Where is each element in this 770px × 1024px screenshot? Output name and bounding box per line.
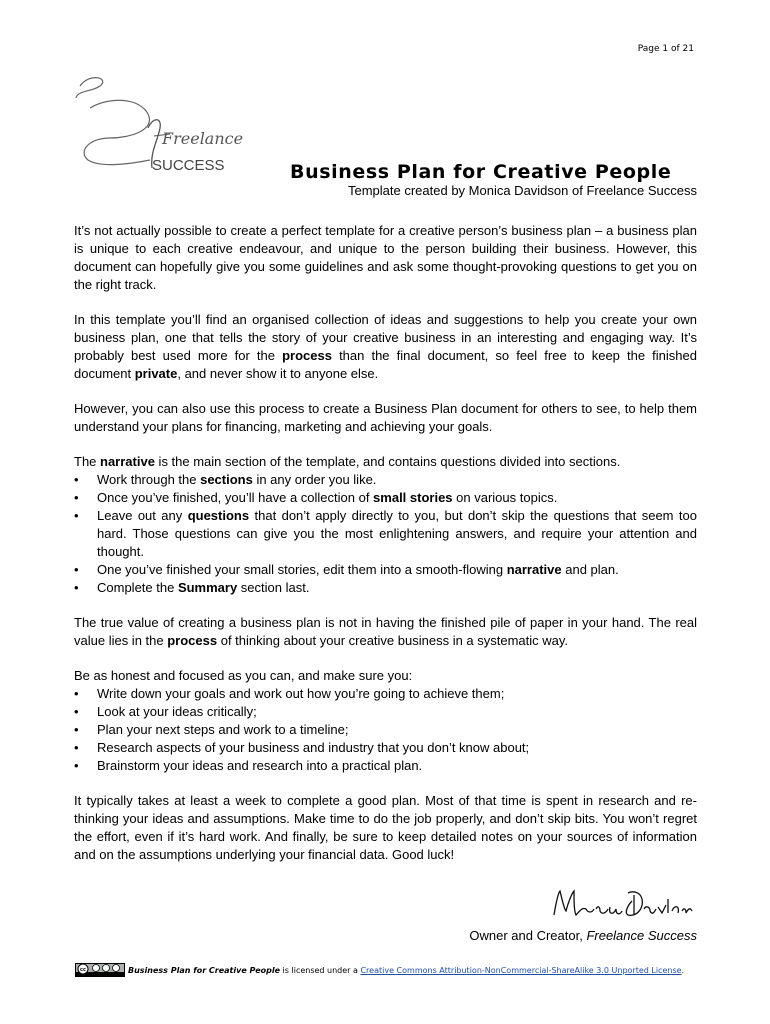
page-number: Page 1 of 21 bbox=[637, 44, 694, 54]
bold-run: sections bbox=[200, 472, 253, 487]
text-run: section last. bbox=[237, 580, 310, 595]
narrative-paragraph bbox=[74, 453, 697, 471]
text-run: , and never show it to anyone else. bbox=[177, 366, 379, 381]
bold-process: process bbox=[167, 633, 218, 648]
bullet: • bbox=[74, 686, 79, 701]
signature-graphic bbox=[550, 885, 695, 925]
owner-prefix: Owner and Creator, bbox=[469, 928, 587, 943]
text-run: The bbox=[74, 454, 101, 469]
bold-run: narrative bbox=[506, 562, 562, 577]
intro-paragraph: It’s not actually possible to create a perfect template for a creative person’s business plan – a business plan is unique to each creative endeavour, and unique to the person building their business. However, this document can hopefully give you some guidelines and ask some thought-provoking questions to get you on the right track. bbox=[74, 223, 697, 292]
list-item bbox=[74, 757, 697, 775]
text-run: The true value of creating a business plan is not in having the finished pile of paper in your hand. The real value lies in the bbox=[74, 615, 697, 648]
text-run: and plan. bbox=[561, 562, 619, 577]
bullet: • bbox=[74, 758, 79, 773]
bullet: • bbox=[74, 740, 79, 755]
owner-line bbox=[469, 928, 697, 943]
bold-run: questions bbox=[187, 508, 250, 523]
honest-paragraph: Be as honest and focused as you can, and make sure you: bbox=[74, 668, 413, 683]
template-paragraph bbox=[74, 311, 697, 383]
text-run: Complete the bbox=[97, 580, 178, 595]
owner-company: Freelance Success bbox=[586, 928, 697, 943]
text-run: Write down your goals and work out how you’re going to achieve them; bbox=[97, 686, 505, 701]
bold-run: Summary bbox=[177, 580, 238, 595]
list-item bbox=[74, 489, 697, 507]
freelance-success-logo-graphic bbox=[70, 68, 260, 183]
bold-run: small stories bbox=[373, 490, 453, 505]
license-middle-text: is licensed under a bbox=[280, 965, 361, 975]
text-run: Research aspects of your business and industry that you don’t know about; bbox=[97, 740, 530, 755]
list-item bbox=[74, 471, 697, 489]
bold-private: private bbox=[134, 366, 178, 381]
text-run: is the main section of the template, and contains questions divided into sections. bbox=[154, 454, 621, 469]
text-run: Look at your ideas critically; bbox=[97, 704, 257, 719]
text-run: Once you’ve finished, you’ll have a collection of bbox=[97, 490, 374, 505]
text-run: Brainstorm your ideas and research into a practical plan. bbox=[97, 758, 423, 773]
sections-list bbox=[74, 471, 697, 597]
list-item bbox=[74, 703, 697, 721]
closing-paragraph: It typically takes at least a week to complete a good plan. Most of that time is spent in research and re-thinking your ideas and assumptions. Make time to do the job properly, and don’t skip bits. You won’t regret the effort, even if it’s hard work. And finally, be sure to keep detailed notes on your sources of information and on the assumptions underlying your financial data. Good luck! bbox=[74, 793, 697, 862]
true-value-paragraph bbox=[74, 614, 697, 650]
signature bbox=[550, 885, 695, 925]
text-run: Leave out any bbox=[97, 508, 188, 523]
others-paragraph: However, you can also use this process to create a Business Plan document for others to see, to help them understand your plans for financing, marketing and achieving your goals. bbox=[74, 401, 697, 434]
document-body bbox=[74, 222, 697, 881]
list-item bbox=[74, 721, 697, 739]
goals-list bbox=[74, 685, 697, 775]
license-end: . bbox=[681, 965, 685, 975]
bold-narrative: narrative bbox=[100, 454, 155, 469]
bullet: • bbox=[74, 562, 79, 577]
list-item bbox=[74, 561, 697, 579]
bullet: • bbox=[74, 508, 79, 523]
list-item bbox=[74, 507, 697, 561]
bullet: • bbox=[74, 490, 79, 505]
text-run: that don’t apply directly to you, but don’t skip the questions that seem too hard. Those questions can give you the most enlightening answers, and require your attention and thought. bbox=[97, 508, 697, 559]
list-item bbox=[74, 685, 697, 703]
text-run: Plan your next steps and work to a timeline; bbox=[97, 722, 349, 737]
bold-process: process bbox=[282, 348, 332, 363]
text-run: on various topics. bbox=[452, 490, 558, 505]
bullet: • bbox=[74, 704, 79, 719]
svg-text:cc: cc bbox=[80, 967, 86, 973]
bullet: • bbox=[74, 722, 79, 737]
logo-success-text: SUCCESS bbox=[152, 157, 225, 174]
list-item bbox=[74, 739, 697, 757]
logo-script-text: Freelance bbox=[162, 129, 244, 148]
license-link[interactable]: Creative Commons Attribution-NonCommercial-ShareAlike 3.0 Unported License bbox=[360, 965, 682, 975]
list-item bbox=[74, 579, 697, 597]
bullet: • bbox=[74, 580, 79, 595]
license-work-title: Business Plan for Creative People bbox=[128, 965, 281, 975]
license-footer bbox=[75, 963, 684, 977]
text-run: In this template you’ll find an organised collection of ideas and suggestions to help you create your own business plan, one that tells the story of your creative business in an interesting and engaging way. It’s probably best used more for the bbox=[74, 312, 697, 363]
text-run: Work through the bbox=[97, 472, 201, 487]
cc-license-badge-icon[interactable] bbox=[75, 963, 125, 977]
freelance-success-logo bbox=[70, 68, 260, 183]
document-subtitle: Template created by Monica Davidson of Freelance Success bbox=[347, 183, 697, 198]
document-title: Business Plan for Creative People bbox=[290, 161, 672, 183]
text-run: in any order you like. bbox=[252, 472, 377, 487]
text-run: than the final document, so feel free to keep the finished document bbox=[74, 348, 697, 381]
text-run: of thinking about your creative business in a systematic way. bbox=[217, 633, 569, 648]
bullet: • bbox=[74, 472, 79, 487]
text-run: One you’ve finished your small stories, edit them into a smooth-flowing bbox=[97, 562, 507, 577]
